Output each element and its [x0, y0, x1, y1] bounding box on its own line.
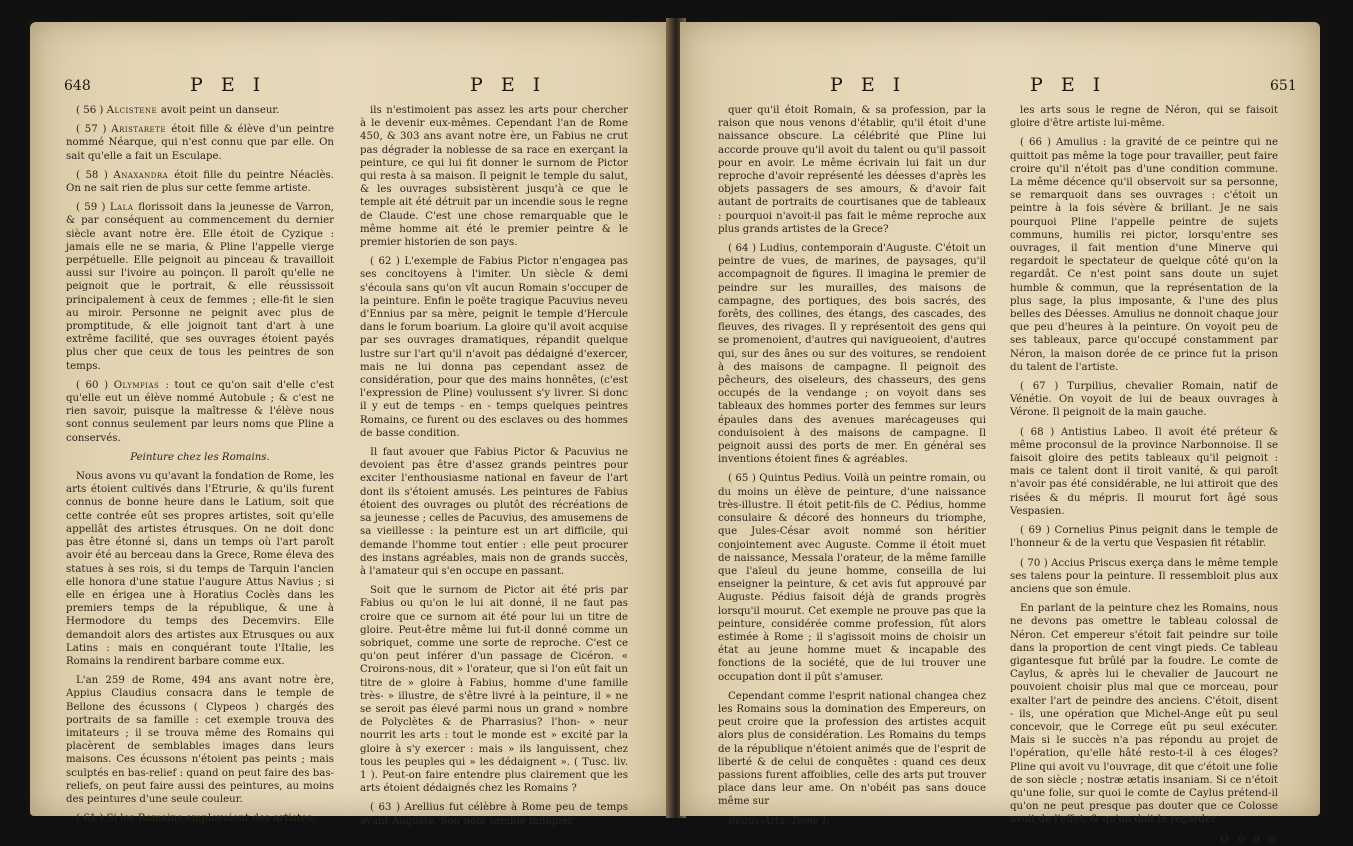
entry-paragraph [66, 104, 334, 117]
page-number-right: 651 [1270, 78, 1297, 94]
body-paragraph: Il faut avouer que Fabius Pictor & Pacuvius ne devoient pas être d'assez grands peintres pour exciter l'enthousiasme national en faveur de l'art dont ils s'étoient amusés. Les peintures de Fabius étoient des ouvrages ou plutôt des récréations de sa jeunesse ; celles de Pacuvius, des amusemens de sa vieillesse : la peinture est un art difficile, qui demande l'homme tout entier : elle peut procurer des instans agréables, mais non de grands succès, à l'amateur qui s'en occupe en passant. [360, 447, 628, 577]
entry-paragraph [66, 123, 334, 163]
right-page [680, 22, 1320, 845]
entry-name: Lala [109, 202, 139, 214]
left-page [30, 22, 670, 827]
entry-number: ( 58 ) [76, 169, 114, 181]
body-paragraph: les arts sous le regne de Néron, qui se faisoit gloire d'être artiste lui-même. [1010, 105, 1278, 130]
signature-mark: O o o o [1220, 833, 1278, 845]
entry-name: Aristarete [111, 124, 172, 136]
entry-paragraph [66, 169, 334, 195]
entry-text: avoit peint un danseur. [160, 105, 280, 116]
body-paragraph: Nous avons vu qu'avant la fondation de Rome, les arts étoient cultivés dans l'Etrurie, & qu'ils furent connus de bonne heure dans le Latium, soit que cette contrée eût ses propres artistes, soit qu'elle appellât des artistes étrusques. On ne doit donc pas être étonné si, dans un temps où l'art paroît avoir été au berceau dans la Grece, Rome éleva des statues à ses rois, si du temps de Tarquin l'ancien elle honora d'une statue l'augure Attus Navius ; si elle en érigea une à Horatius Coclès dans les premiers temps de la république, & une à Hermodore du temps des Decemvirs. Elle demandoit alors des artistes aux Etrusques ou aux Latins : mais en conquérant toute l'Italie, les Romains la rendirent barbare comme eux. [66, 471, 334, 667]
body-paragraph: ( 70 ) Accius Priscus exerça dans le même temple ses talens pour la peinture. Il ressembloit plus aux anciens que son émule. [1010, 557, 1278, 595]
body-paragraph: Cependant comme l'esprit national changea chez les Romains sous la domination des Empereurs, on peut croire que la profession des artistes acquit alors plus de considération. Les Romains du temps de la république n'étoient animés que de l'esprit de liberté & de celui de conquêtes : quand ces deux passions furent affoiblies, celle des arts put trouver place dans leur ame. On n'obéit pas sans douce même sur [718, 690, 986, 808]
section-subheading: Peinture chez les Romains. [130, 451, 270, 463]
entry-number: ( 59 ) [76, 202, 110, 214]
running-head-left-2: P E I [470, 74, 547, 96]
left-column-1-tail: ( 61 ) Si les Romains employoient des artistes, [76, 813, 316, 825]
body-paragraph: ( 66 ) Amulius : la gravité de ce peintre qui ne quittoit pas même la toge pour travailler, peut faire croire qu'il n'étoit pas d'une condition commune. La même décence qu'il observoit sur sa personne, se remarquoit dans ses ouvrages : c'étoit un peintre à la fois sévère & brillant. Je ne sais pourquoi Pline l'appelle peintre de sujets communs, humilis rei pictor, lorsqu'entre ses ouvrages, il fait mention d'une Minerve qui regardoit le spectateur de quelque côté qu'on la regardât. Ce n'est point sans doute un sujet humble & commun, que la représentation de la plus sage, la plus imposante, & l'une des plus belles des Déesses. Amulius ne donnoit chaque jour que peu d'heures à la peinture. On voyoit peu de ses tableaux, parce qu'occupé constamment par Néron, la maison dorée de ce prince fut la prison du talent de l'artiste. [1010, 137, 1278, 373]
body-paragraph: ( 65 ) Quintus Pedius. Voilà un peintre romain, ou du moins un élève de peinture, d'une naissance très-illustre. Il étoit petit-fils de C. Pédius, homme consulaire & décoré des honneurs du triomphe, que Jules-César avoit nommé son héritier conjointement avec Auguste. Comme il étoit muet de naissance, Messala l'orateur, de la même famille que l'aïeul du jeune homme, conseilla de lui enseigner la peinture, & cet avis fut approuvé par Auguste. Pédius faisoit déjà de grands progrès lorsqu'il mourut. Cet exemple ne prouve pas que la peinture, considérée comme profession, fût alors estimée à Rome ; il s'agissoit moins de choisir un état au jeune homme muet & incapable des fonctions de la société, que de lui trouver une occupation dont il pût s'amuser. [718, 473, 986, 683]
body-paragraph: quer qu'il étoit Romain, & sa profession, par la raison que nous venons d'établir, qu'il étoit d'une naissance obscure. La célébrité que Pline lui accorde prouve qu'il avoit du talent ou qu'il passoit pour en avoir. Le même écrivain lui fait un dur reproche d'avoir représenté les déesses d'après les objets passagers de ses amours, & d'avoir fait autant de portraits de courtisanes que de tableaux : pourquoi n'avoit-il pas fait le même reproche aux plus grands artistes de la Grece? [718, 105, 986, 235]
running-head-right-1: P E I [830, 74, 907, 96]
body-paragraph: ils n'estimoient pas assez les arts pour chercher à le devenir eux-mêmes. Cependant l'an de Rome 450, & 303 ans avant notre ère, un Fabius ne crut pas dégrader la noblesse de sa race en exerçant la peinture, ce qui lui fit donner le surnom de Pictor qui resta à sa maison. Il peignit le temple du salut, & les ouvrages subsistèrent jusqu'à ce que le temple ait été détruit par un incendie sous le regne de Claude. C'est une chose remarquable que le même homme ait été le premier peintre & le premier historien de son pays. [360, 105, 628, 249]
left-column-2 [360, 104, 628, 834]
body-paragraph: En parlant de la peinture chez les Romains, nous ne devons pas omettre le tableau colossal de Néron. Cet empereur s'étoit fait peindre sur toile dans la proportion de cent vingt pieds. Ce tableau gigantesque fut brûlé par la foudre. Le comte de Caylus, & après lui le chevalier de Jaucourt ne pouvoient choisir plus mal que ce morceau, pour exalter l'art de peindre des anciens. C'étoit, disent - ils, une opération que Michel-Ange eût pu seul concevoir, que le Correge eût pu seul exécuter. Mais si le succès n'a pas répondu au projet de l'opération, qu'elle hâté resto-t-il à ces éloges? Pline qui avoit vu l'ouvrage, dit que c'étoit une folie de son siècle ; nostræ ætatis insaniam. Si ce n'étoit qu'une folie, sur quoi le comte de Caylus prétend-il qu'on ne peut presque pas douter que ce Colosse avoit de l'effet, & qu'on doit le regarder [1010, 603, 1278, 826]
body-paragraph: ( 64 ) Ludius, contemporain d'Auguste. C'étoit un peintre de vues, de marines, de paysages, qu'il accompagnoit de figures. Il imagina le premier de peindre sur les murailles, des maisons de campagne, des portiques, des bois sacrés, des forêts, des collines, des étangs, des cascades, des fleuves, des rivages. Il y représentoit des gens qui se promenoient, d'autres qui navigueoient, d'autres qui, sur des ânes ou sur des voitures, se rendoient à des maisons de campagne. Il peignoit des pêcheurs, des oiseleurs, des chasseurs, des gens occupés de la vendange ; on voyoit dans ses tableaux des hommes porter des femmes sur leurs épaules dans des avenues marécageuses qui conduisoient à des maisons de campagne. Il peignoit aussi des ports de mer. En général ses inventions étoient fines & agréables. [718, 243, 986, 466]
left-column-1 [66, 104, 334, 831]
entry-text: étoit fille & élève d'un peintre nommé Néarque, qui n'est connu que par elle. On sait qu'elle a fait un Esculape. [66, 124, 334, 162]
running-head-left-1: P E I [190, 74, 267, 96]
entry-text: étoit fille du peintre Néaclès. On ne sait rien de plus sur cette femme artiste. [66, 169, 334, 195]
entry-paragraph [66, 201, 334, 373]
entry-number: ( 56 ) [76, 105, 107, 116]
running-head-right-2: P E I [1030, 74, 1107, 96]
page-number-left: 648 [64, 78, 91, 94]
entry-name: Anaxandra [113, 169, 175, 181]
entry-name: Alcistene [106, 105, 161, 116]
body-paragraph: L'an 259 de Rome, 494 ans avant notre ère, Appius Claudius consacra dans le temple de Bellone des écussons ( Clypeos ) chargés des portraits de sa famille : cet exemple trouva des imitateurs ; il se trouva même des Romains qui placèrent de semblables images dans leurs maisons. Ces écussons n'étoient pas peints ; mais sculptés en bas-relief : quand on peut faire des bas-reliefs, on peut faire aussi des peintures, au moins des peintures d'une seule couleur. [66, 675, 334, 805]
entry-paragraph [66, 379, 334, 445]
entry-text: : tout ce qu'on sait d'elle c'est qu'elle eut un élève nommé Autobule ; & c'est ne rien savoir, puisque la maîtresse & l'élève nous sont connus seulement par leurs noms que Pline a conservés. [66, 379, 335, 444]
right-column-1 [718, 104, 986, 834]
body-paragraph: ( 69 ) Cornelius Pinus peignit dans le temple de l'honneur & de la vertu que Vespasien fit rétablir. [1010, 525, 1278, 550]
book-spread [26, 18, 1326, 845]
body-paragraph: Soit que le surnom de Pictor ait été pris par Fabius ou qu'on le lui ait donné, il ne faut pas croire que ce surnom ait été pour lui un titre de gloire. Peut-être même lui fut-il donné comme un sobriquet, comme une sorte de reproche. C'est ce qu'on peut inférer d'un passage de Cicéron. « Croirons-nous, dit » l'orateur, que si l'on eût fait un titre de » gloire à Fabius, homme d'une famille très- » illustre, de s'être livré à la peinture, il » ne se seroit pas élevé parmi nous un grand » nombre de Polyclètes & de Pharrasius? l'hon- » neur nourrit les arts : tout le monde est » excité par la gloire à s'y exercer : mais » ils languissent, chez tous les peuples qui » les dédaignent ». ( Tusc. liv. 1 ). Peut-on faire entendre plus clairement que les arts étoient dédaignés chez les Romains ? [360, 585, 628, 795]
right-column-2 [1010, 104, 1278, 846]
volume-footer: Beaux-Arts. Tome I. [728, 815, 830, 827]
body-paragraph: ( 62 ) L'exemple de Fabius Pictor n'engagea pas ses concitoyens à l'imiter. Un siècle & demi s'écoula sans qu'on vît aucun Romain s'occuper de la peinture. Enfin le poëte tragique Pacuvius neveu d'Ennius par sa mère, peignit le temple d'Hercule dans le forum boarium. La gloire qu'il avoit acquise par ses ouvrages dramatiques, répandit quelque lustre sur l'art qu'il n'avoit pas dédaigné d'exercer, mais ne lui donna pas cependant assez de considération, pour que des mains honnêtes, (c'est l'expression de Pline) voulussent s'y livrer. Si donc il y eut de temps - en - temps quelques peintres Romains, ce furent ou des esclaves ou des hommes de basse condition. [360, 256, 628, 439]
entry-number: ( 57 ) [76, 124, 112, 136]
entry-number: ( 60 ) [76, 379, 114, 391]
body-paragraph: ( 68 ) Antistius Labeo. Il avoit été préteur & même proconsul de la province Narbonnoise. Il se faisoit gloire des petits tableaux qu'il peignoit : mais ce talent dont il tiroit vanité, & qui paroît n'avoir pas été considérable, ne lui attiroit que des risées & du mépris. Il mourut fort âgé sous Vespasien. [1010, 426, 1278, 517]
entry-text: florissoit dans la jeunesse de Varron, & par conséquent au commencement du dernier siècle avant notre ère. Elle étoit de Cyzique : jamais elle ne se maria, & Pline l'appelle vierge perpétuelle. Elle peignoit au pinceau & travailloit aussi sur l'ivoire au poinçon. Il paroît qu'elle ne peignoit que le portrait, & elle réussissoit principalement à ceux de femmes ; elle-fit le sien au miroir. Personne ne peignit avec plus de promptitude, & elle joignoit tant d'art à une extrême facilité, que ses ouvrages étoient payés plus cher que ceux de tous les peintres de son temps. [66, 202, 334, 372]
body-paragraph: ( 67 ) Turpilius, chevalier Romain, natif de Vénétie. On voyoit de lui de beaux ouvrages à Vérone. Il peignoit de la main gauche. [1010, 381, 1278, 419]
body-paragraph: ( 63 ) Arellius fut célèbre à Rome peu de temps avant Auguste. Son nom semble indiquer [360, 802, 628, 827]
entry-name: Olympias [113, 379, 166, 391]
